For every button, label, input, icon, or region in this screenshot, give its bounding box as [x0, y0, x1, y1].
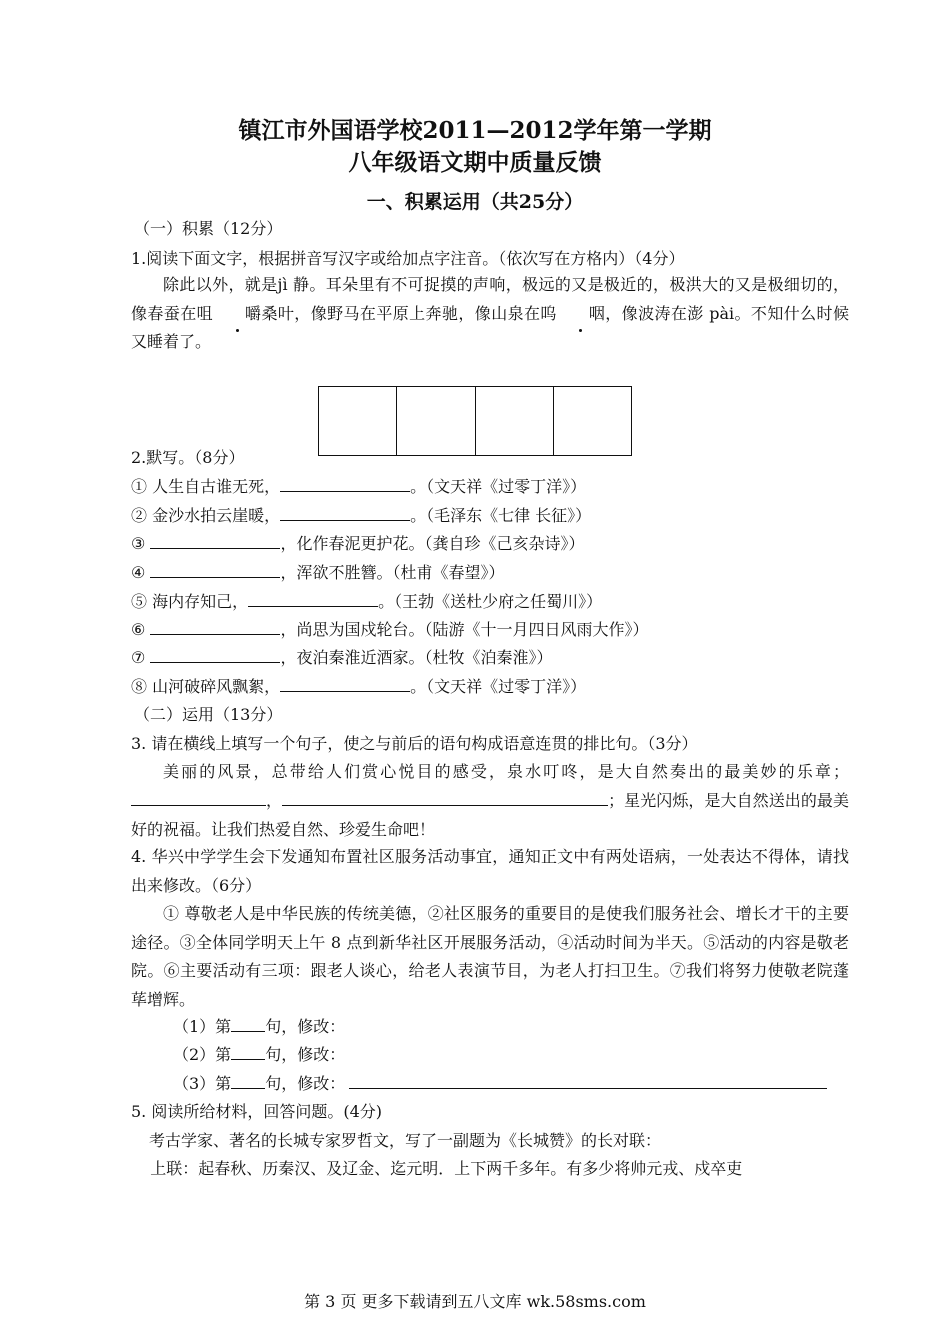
q1-passage-part2: 桑叶，像野马在平原上奔驰，像山泉在呜 [261, 303, 557, 323]
recite-source: ，夜泊秦淮近酒家。（杜牧《泊秦淮》） [280, 648, 553, 667]
q4-answer-1 [173, 1015, 345, 1038]
q1-passage-part3: ，像波涛在澎 pài。不知什么时候又睡着了。 [131, 303, 849, 351]
q3-blank-2[interactable] [282, 789, 608, 806]
recite-source: 。（王勃《送杜少府之任蜀川》） [378, 592, 603, 611]
recite-line-4 [131, 561, 504, 584]
q5-couplet: 上联：起春秋、历秦汉、及辽金、迄元明．上下两千多年。有多少将帅元戎、戍卒吏 [150, 1159, 743, 1178]
q3-passage [131, 757, 849, 844]
recite-line-3 [131, 532, 584, 555]
q2-prompt: 2.默写。（8分） [131, 448, 245, 467]
recite-source: ，尚思为国戍轮台。（陆游《十一月四日风雨大作》） [280, 620, 649, 639]
page-footer: 第 3 页 更多下载请到五八文库 wk.58sms.com [304, 1292, 646, 1311]
q3-text-1: 美丽的风景，总带给人们赏心悦目的感受，泉水叮咚，是大自然奏出的最美妙的乐章； [163, 762, 849, 781]
answer-box-3[interactable] [476, 387, 554, 455]
q4-prompt: 4. 华兴中学学生会下发通知布置社区服务活动事宜，通知正文中有两处语病，一处表达不得体，请找出来修改。（6分） [131, 847, 849, 895]
section-heading: 一、积累运用（共25分） [366, 191, 584, 213]
title-line1: 镇江市外国语学校2011—2012学年第一学期 [238, 117, 712, 144]
answer-box-1[interactable] [319, 387, 397, 455]
recite-source: ，浑欲不胜簪。（杜甫《春望》） [280, 563, 505, 582]
answer-label: （2）第 [173, 1045, 232, 1064]
title-line2: 八年级语文期中质量反馈 [348, 149, 602, 176]
recite-line-2 [131, 504, 591, 527]
answer-label: 句，修改： [265, 1045, 346, 1064]
sentence-number-blank[interactable] [231, 1043, 265, 1060]
recite-text: ② 金沙水拍云崖暖， [131, 506, 281, 525]
recite-text: ④ [131, 563, 151, 582]
dotted-char-2: 咽 [557, 300, 605, 329]
q3-blank-1[interactable] [131, 789, 266, 806]
answer-box-4[interactable] [554, 387, 631, 455]
fill-blank[interactable] [280, 475, 410, 492]
q1-passage-part1: 除此以外，就是jì 静。耳朵里有不可捉摸的声响，极远的又是极近的，极洪大的又是极细切的，像春蚕在咀 [131, 275, 849, 323]
recite-text: ⑧ 山河破碎风飘絮， [131, 677, 281, 696]
answer-box-2[interactable] [397, 387, 475, 455]
recite-line-8 [131, 675, 586, 698]
q1-prompt: 1.阅读下面文字，根据拼音写汉字或给加点字注音。（依次写在方格内）（4分） [131, 249, 685, 268]
fill-blank[interactable] [280, 504, 410, 521]
fill-blank[interactable] [150, 646, 280, 663]
dotted-char-1: 嚼 [213, 300, 261, 329]
recite-text: ⑦ [131, 648, 151, 667]
part1-heading: （一）积累（12分） [134, 219, 283, 238]
recite-line-7 [131, 646, 552, 669]
q1-passage [131, 271, 849, 357]
recite-source: ，化作春泥更护花。（龚自珍《己亥杂诗》） [280, 534, 585, 553]
recite-text: ⑤ 海内存知己， [131, 592, 249, 611]
recite-text: ① 人生自古谁无死， [131, 477, 281, 496]
answer-label: 句，修改： [265, 1074, 346, 1093]
recite-text: ⑥ [131, 620, 151, 639]
recite-text: ③ [131, 534, 151, 553]
recite-line-6 [131, 618, 648, 641]
answer-label: （1）第 [173, 1017, 232, 1036]
fill-blank[interactable] [248, 590, 378, 607]
recite-source: 。（文天祥《过零丁洋》） [410, 677, 587, 696]
fill-blank[interactable] [150, 561, 280, 578]
sentence-number-blank[interactable] [231, 1015, 265, 1032]
recite-source: 。（文天祥《过零丁洋》） [410, 477, 587, 496]
q3-prompt: 3. 请在横线上填写一个句子，使之与前后的语句构成语意连贯的排比句。（3分） [131, 734, 698, 753]
q5-prompt: 5. 阅读所给材料，回答问题。(4分) [131, 1102, 383, 1121]
q3-text-2: ， [266, 791, 283, 810]
fill-blank[interactable] [150, 618, 280, 635]
recite-source: 。（毛泽东《七律 长征》） [410, 506, 592, 525]
q5-intro: 考古学家、著名的长城专家罗哲文，写了一副题为《长城赞》的长对联： [149, 1131, 662, 1150]
answer-grid[interactable] [318, 386, 632, 456]
answer-label: 句，修改： [265, 1017, 346, 1036]
q4-answer-2 [173, 1043, 345, 1066]
recite-line-5 [131, 590, 602, 613]
q3-text-3: ；星光闪烁，是大自然送出的最美好的祝福。让我们热爱自然、珍爱生命吧！ [131, 791, 849, 839]
fill-blank[interactable] [150, 532, 280, 549]
recite-line-1 [131, 475, 586, 498]
part2-heading: （二）运用（13分） [134, 705, 283, 724]
q4-answer-3 [173, 1072, 827, 1095]
q4-notice-body: ① 尊敬老人是中华民族的传统美德，②社区服务的重要目的是使我们服务社会、增长才干的主要途径。③全体同学明天上午 8 点到新华社区开展服务活动，④活动时间为半天。⑤活动的内容是敬老院。⑥主要活动有三项：跟老人谈心，给老人表演节目，为老人打扫卫生。⑦我们将努力使敬老院蓬荜增辉。 [131, 904, 849, 1009]
answer-label: （3）第 [173, 1074, 232, 1093]
sentence-number-blank[interactable] [231, 1072, 265, 1089]
fill-blank[interactable] [280, 675, 410, 692]
revision-blank[interactable] [349, 1072, 827, 1089]
